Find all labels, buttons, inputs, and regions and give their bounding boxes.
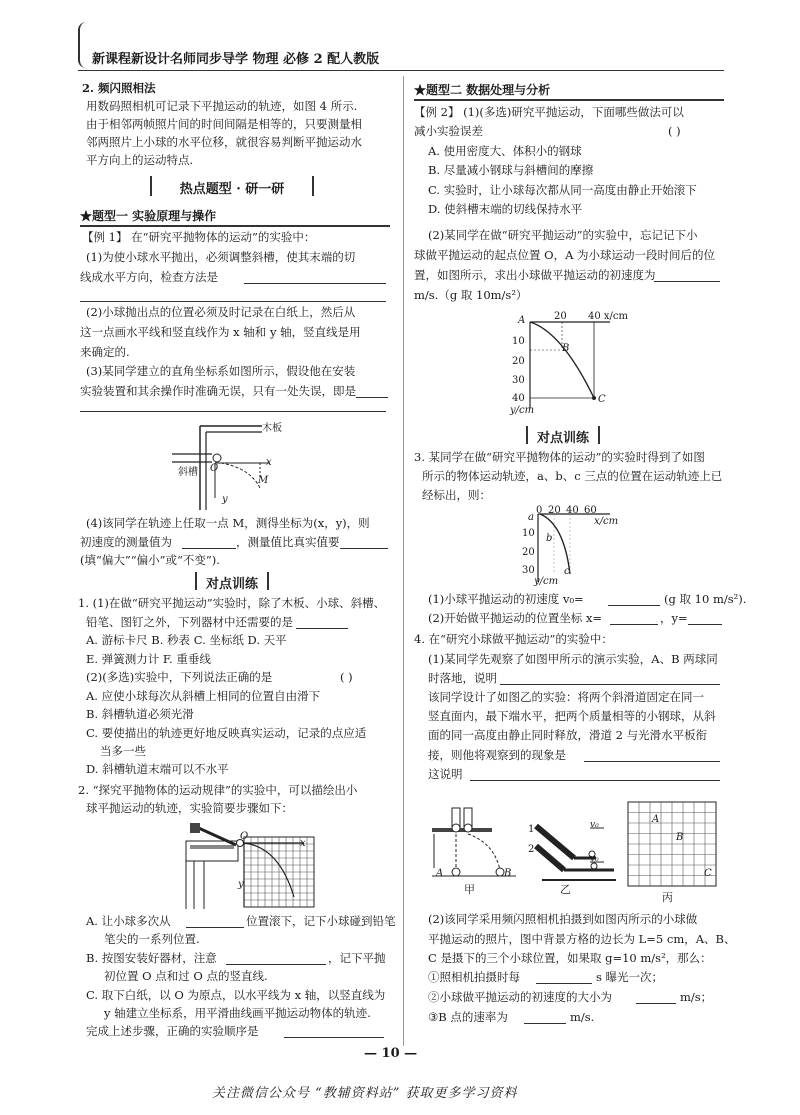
ex1-line: 线成水平方向，检查方法是 [80,270,218,284]
fig1-label-slot: 斜槽 [178,467,198,478]
q1-option: C. 要使描出的轨迹更好地反映真实运动，记录的点应适 [86,726,367,740]
q3-line: (g 取 10 m/s²). [664,592,747,606]
answer-blank[interactable] [182,547,236,549]
answer-blank[interactable] [284,1036,384,1038]
fig3-label-B: B [562,343,570,354]
ex1-line: 初速度的测量值为 [80,535,172,549]
fig5-label-B: B [504,868,512,879]
fig5-bing [628,802,716,886]
fig5-label-v0: v₀ [590,820,599,830]
q2-step: 位置滚下，记下小球碰到铅笔 [246,914,396,928]
q2-step: y 轴建立坐标系，用平滑曲线画平抛运动物体的轨迹. [104,1006,371,1020]
q1-option: E. 弹簧测力计 F. 重垂线 [86,652,211,666]
answer-blank[interactable] [500,683,720,685]
q4-line: 时落地，说明 [428,671,497,685]
q1-line: 1. (1)在做“研究平抛运动”实验时，除了木板、小球、斜槽、 [78,596,386,610]
answer-blank[interactable] [340,547,388,549]
fig4-xunit: x/cm [594,516,619,527]
ex2-option: B. 尽量减小钢球与斜槽间的摩擦 [428,163,594,177]
answer-blank[interactable] [610,623,658,625]
fig3-tick: 10 [512,336,525,347]
fig4-tick: 40 [566,505,579,516]
q1-option: 当多一些 [100,744,146,758]
section-2-line: 用数码照相机可记录下平抛运动的轨迹，如图 4 所示. [86,99,358,113]
q1-option: D. 斜槽轨道末端可以不水平 [86,762,229,776]
answer-blank[interactable] [244,282,386,284]
fig2-label-x: x [300,838,306,849]
answer-blank[interactable] [524,1022,566,1024]
ex2-line: (2)某同学在做“研究平抛运动”的实验中，忘记记下小 [428,228,698,242]
ex2-line: 【例 2】 (1)(多选)研究平抛运动，下面哪些做法可以 [414,105,684,119]
fig3-tick: 20 [512,356,525,367]
q1-line: 铅笔、图钉之外，下列器材中还需要的是 [86,615,293,629]
q2-step: C. 取下白纸，以 O 为原点，以水平线为 x 轴，以竖直线为 [86,988,386,1002]
fig3-tick: 20 [554,311,567,322]
fig5-caption-bing: 丙 [662,891,673,904]
fig4-label-a: a [528,512,534,523]
ex2-paren[interactable]: ( ) [668,124,681,138]
type1-rule [80,225,390,227]
q4-item: ①照相机拍摄时每 [428,970,520,984]
header-bracket [78,22,88,68]
ex1-line: (2)小球抛出点的位置必须及时记录在白纸上，然后从 [86,305,356,319]
q4-item: s 曝光一次； [596,970,664,984]
q3-line: 经标出，则： [422,488,491,502]
fig5-label-2: 2 [528,844,535,855]
q2-step: 初位置 O 点和过 O 点的竖直线. [104,969,268,983]
fig5-label-1: 1 [528,824,535,835]
answer-blank[interactable] [186,926,244,928]
q4-line: 4. 在“研究小球做平抛运动”的实验中： [414,632,613,646]
answer-blank[interactable] [80,300,386,302]
q4-line: 面的同一高度由静止同时释放，滑道 2 与光滑水平板衔 [428,728,708,742]
fig2-label-y: y [238,879,244,890]
q3-line: (2)开始做平抛运动的位置坐标 x= [428,611,603,625]
answer-blank[interactable] [636,1002,676,1004]
q4-line: 接，则他将观察到的现象是 [428,748,566,762]
answer-blank[interactable] [654,280,720,282]
ex2-line: 球做平抛运动的起点位置 O，A 为小球运动一段时间后的位 [414,248,716,262]
ex2-line: 减小实验误差 [414,124,483,138]
fig4-tick: 0 [536,505,543,516]
q3-line: ，y= [660,611,688,625]
answer-blank[interactable] [80,410,386,412]
q4-line: C 是摄下的三个小球位置，如果取 g=10 m/s²，那么： [428,951,712,965]
q2-step: 完成上述步骤，正确的实验顺序是 [86,1024,259,1038]
ex1-line: (填“偏大”“偏小”或“不变”). [80,553,220,567]
ex2-option: D. 使斜槽末端的切线保持水平 [428,202,583,216]
header-rule [78,70,724,71]
fig4-tick: 20 [548,505,561,516]
hot-title: 热点题型 · 研一研 [179,182,285,197]
q2-line: 球平抛运动的轨迹，实验简要步骤如下： [86,801,293,815]
ex1-line: 【例 1】 在“研究平抛物体的运动”的实验中： [82,230,316,244]
q1-paren[interactable]: ( ) [340,670,353,684]
q1-line: (2)(多选)实验中，下列说法正确的是 [86,670,273,684]
q2-step: A. 让小球多次从 [86,914,171,928]
q4-item: m/s； [680,990,713,1004]
q4-item: ②小球做平抛运动的初速度的大小为 [428,990,612,1004]
type2-rule [414,99,724,101]
q4-line: 竖直面内，最下端水平，把两个质量相等的小钢球，从斜 [428,709,716,723]
q4-line: 该同学设计了如图乙的实验：将两个斜滑道固定在同一 [428,690,704,704]
fig1-label-M: M [258,475,269,486]
ex1-line: (4)该同学在轨迹上任取一点 M，测得坐标为(x，y)，则 [86,516,370,530]
q4-line: 平抛运动的照片，图中背景方格的边长为 L=5 cm，A、B、 [428,932,736,946]
ex2-option: C. 实验时，让小球每次都从同一高度由静止开始滚下 [428,183,697,197]
q2-step: B. 按图安装好器材，注意 [86,951,217,965]
fig4-tick: 60 [584,505,597,516]
q2-step: 笔尖的一系列位置. [104,932,200,946]
fig1-label-y: y [222,494,228,505]
figure-2-apparatus [184,817,316,909]
answer-blank[interactable] [584,760,720,762]
q1-option: B. 斜槽轨道必须光滑 [86,707,194,721]
answer-blank[interactable] [470,779,720,781]
footer-note: 关注微信公众号 “教辅资料站” 获取更多学习资料 [212,1086,518,1101]
fig3-label-C: C [598,394,606,405]
fig5-yi [536,826,616,880]
q1-option: A. 游标卡尺 B. 秒表 C. 坐标纸 D. 天平 [86,633,287,647]
train1-title: 对点训练 [205,577,258,592]
fig4-yunit: y/cm [534,576,559,587]
answer-blank[interactable] [226,963,326,965]
column-divider [403,76,404,1046]
fig1-label-board: 木板 [262,423,282,434]
ex2-option: A. 使用密度大、体积小的钢球 [428,144,582,158]
ex1-line: (3)某同学建立的直角坐标系如图所示，假设他在安装 [86,364,356,378]
ex1-line: ，测量值比真实值要 [236,535,340,549]
answer-blank[interactable] [688,623,722,625]
fig5-point-B: B [676,832,684,843]
fig3-tick: 40 [512,393,525,404]
answer-blank[interactable] [608,604,660,606]
section-2-line: 由于相邻两帧照片间的时间间隔是相等的，只要测量相 [86,117,362,131]
page-number: — 10 — [364,1046,418,1061]
fig4-tick: 30 [522,565,535,576]
q3-line: 3. 某同学在做“研究平抛物体的运动”的实验时得到了如图 [414,450,705,464]
q2-line: 2. “探究平抛物体的运动规律”的实验中，可以描绘出小 [78,783,358,797]
train2-title: 对点训练 [536,431,589,446]
fig4-tick: 20 [522,547,535,558]
fig4-label-c: c [564,566,570,577]
ex1-line: 这一点画水平线和竖直线作为 x 轴和 y 轴，竖直线是用 [80,325,361,339]
section-2-line: 平方向上的运动特点. [86,153,194,167]
fig3-tick: 30 [512,375,525,386]
q4-line: (1)某同学先观察了如图甲所示的演示实验，A、B 两球同 [428,652,718,666]
fig3-tick: 40 x/cm [588,311,628,322]
q4-line: (2)该同学采用频闪照相机拍摄到如图丙所示的小球做 [428,912,698,926]
ex1-line: (1)为使小球水平抛出，必须调整斜槽，使其末端的切 [86,250,356,264]
q1-option: A. 应使小球每次从斜槽上相同的位置自由滑下 [86,689,321,703]
answer-blank[interactable] [296,627,348,629]
fig3-yunit: y/cm [510,405,535,416]
fig4-tick: 10 [522,528,535,539]
section-2-title: 2. 频闪照相法 [82,81,156,95]
ex2-line: 置，如图所示，求出小球做平抛运动的初速度为 [414,268,656,282]
answer-blank[interactable] [536,982,592,984]
fig5-point-A: A [652,814,660,825]
type1-heading: ★题型一 实验原理与操作 [80,209,217,223]
figure-5-jia-yi-bing [424,798,724,894]
q2-step: ，记下平抛 [328,951,386,965]
section-2-line: 邻两照片上小球的水平位移，就很容易判断平抛运动水 [86,135,362,149]
fig5-label-v0: v₀ [590,854,599,864]
q4-item: m/s. [570,1010,595,1024]
type2-heading: ★题型二 数据处理与分析 [414,83,551,97]
header-title: 新课程新设计名师同步导学 物理 必修 2 配人教版 [92,52,380,67]
ex2-line: m/s.（g 取 10m/s²） [414,288,528,302]
fig5-caption-yi: 乙 [560,883,571,896]
answer-blank[interactable] [356,396,388,398]
fig3-label-A: A [518,315,526,326]
q3-line: 所示的物体运动轨迹，a、b、c 三点的位置在运动轨迹上已 [422,469,723,483]
ex1-line: 实验装置和其余操作时准确无误，只有一处失误，即是 [80,384,356,398]
fig1-label-x: x [266,457,272,468]
q3-line: (1)小球平抛运动的初速度 v₀= [428,592,584,606]
fig1-label-O: O [210,463,219,474]
fig5-caption-jia: 甲 [464,883,475,896]
fig5-point-C: C [704,868,712,879]
q4-line: 这说明 [428,767,463,781]
fig4-label-b: b [546,533,553,544]
q4-item: ③B 点的速率为 [428,1010,508,1024]
ex1-line: 来确定的. [80,345,130,359]
fig2-label-O: O [240,831,249,842]
fig5-label-A: A [436,868,444,879]
